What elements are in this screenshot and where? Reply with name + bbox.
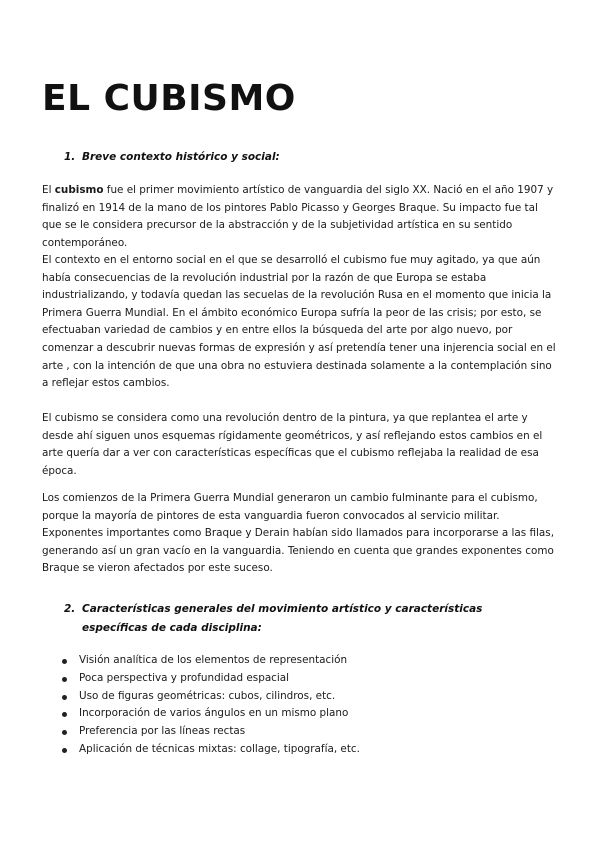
paragraph-war: Los comienzos de la Primera Guerra Mundial generaron un cambio fulminante para el cubismo, porque la mayoría de pintores de esta vanguardia fueron convocados al servicio militar. Exponentes importantes como Braque y Derain habían sido llamados para incorporarse a las filas, generando así un gran vacío en la vanguardia. Teniendo en cuenta que grandes exponentes como Braque se vieron afectados por este suceso. xyxy=(42,492,555,575)
bullet-icon xyxy=(62,730,67,735)
list-item xyxy=(62,723,360,741)
list-item xyxy=(62,741,360,759)
paragraph-intro-rest: fue el primer movimiento artístico de vanguardia del siglo XX. Nació en el año 1907 y finalizó en 1914 de la mano de los pintores Pablo Picasso y Georges Braque. Su impacto fue tal que se le considera precursor de la abstracción y de la subjetividad artística en su sentido contemporáneo. xyxy=(42,184,554,249)
list-item-text: Poca perspectiva y profundidad espacial xyxy=(79,671,290,684)
bullet-icon xyxy=(62,677,67,682)
paragraph-intro-bold: cubismo xyxy=(54,184,104,196)
section-2-number: 2. xyxy=(64,603,76,615)
list-item-text: Uso de figuras geométricas: cubos, cilindros, etc. xyxy=(79,689,336,702)
section-1-number: 1. xyxy=(64,151,76,163)
list-item xyxy=(62,652,360,670)
bullet-icon xyxy=(62,695,67,700)
list-item-text: Incorporación de varios ángulos en un mismo plano xyxy=(79,707,349,720)
paragraph-intro xyxy=(42,182,556,252)
list-item-text: Preferencia por las líneas rectas xyxy=(79,725,246,738)
document-title: EL CUBISMO xyxy=(42,78,296,119)
list-item xyxy=(62,688,360,706)
characteristics-list xyxy=(62,652,360,759)
paragraph-revolution: El cubismo se considera como una revolución dentro de la pintura, ya que replantea el arte y desde ahí siguen unos esquemas rígidamente geométricos, y así reflejando estos cambios en el arte quería dar a ver con características específicas que el cubismo reflejaba la realidad de esa época. xyxy=(42,412,543,477)
section-2-title: Características generales del movimiento artístico y características específicas de cada disciplina: xyxy=(82,603,483,634)
section-2-heading xyxy=(64,600,524,638)
bullet-icon xyxy=(62,712,67,717)
section-1-title: Breve contexto histórico y social: xyxy=(82,151,280,163)
bullet-icon xyxy=(62,659,67,664)
section-1-heading xyxy=(64,151,280,163)
paragraph-context: El contexto en el entorno social en el que se desarrolló el cubismo fue muy agitado, ya que aún había consecuencias de la revolución industrial por la razón de que Europa se estaba industrializando, y todavía quedan las secuelas de la revolución Rusa en el momento que inicia la Primera Guerra Mundial. En el ámbito económico Europa sufría la peor de las crisis; por esto, se efectuaban variedad de cambios y en entre ellos la búsqueda del arte por algo nuevo, por comenzar a descubrir nuevas formas de expresión y así pretendía tener una injerencia social en el arte , con la intención de que una obra no estuviera destinada solamente a la contemplación sino a reflejar estos cambios. xyxy=(42,254,556,390)
list-item-text: Visión analítica de los elementos de representación xyxy=(79,654,348,666)
list-item xyxy=(62,670,360,688)
paragraph-intro-lead: El xyxy=(42,184,55,196)
list-item xyxy=(62,705,360,723)
list-item-text: Aplicación de técnicas mixtas: collage, tipografía, etc. xyxy=(79,742,360,755)
bullet-icon xyxy=(62,748,67,753)
